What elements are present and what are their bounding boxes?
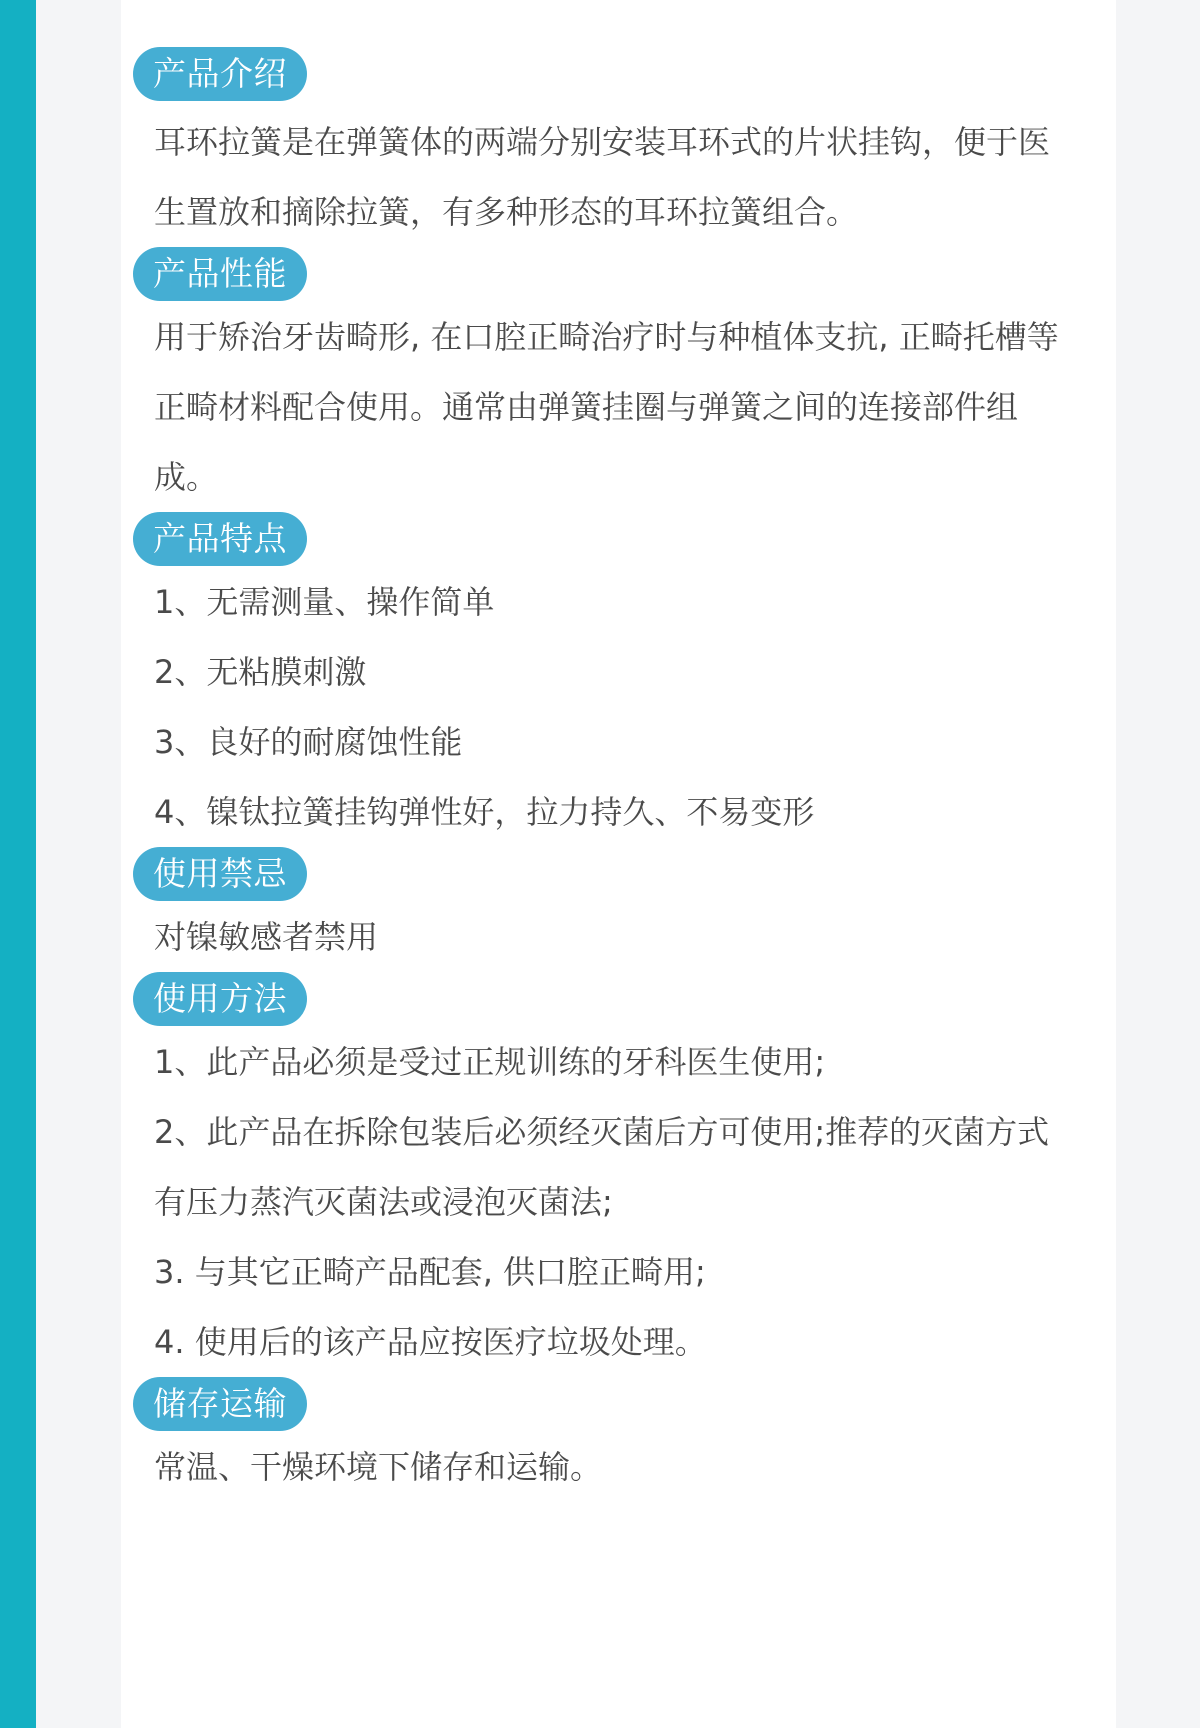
section-badge-product-intro: 产品介绍 xyxy=(133,47,307,101)
usage-step: 2、此产品在拆除包装后必须经灭菌后方可使用;推荐的灭菌方式 xyxy=(154,1113,1050,1151)
section-body-product-features xyxy=(133,567,1088,847)
section-body-product-intro xyxy=(133,107,1088,247)
section-badge-product-features: 产品特点 xyxy=(133,512,307,566)
usage-step: 有压力蒸汽灭菌法或浸泡灭菌法; xyxy=(154,1183,613,1221)
section-body-usage-method xyxy=(133,1027,1088,1377)
body-line: 耳环拉簧是在弹簧体的两端分别安装耳环式的片状挂钩，便于医 xyxy=(154,123,1051,161)
section-usage-method xyxy=(133,972,1088,1377)
body-line: 用于矫治牙齿畸形, 在口腔正畸治疗时与种植体支抗, 正畸托槽等 xyxy=(154,318,1059,356)
section-badge-storage-transport: 储存运输 xyxy=(133,1377,307,1431)
body-line: 正畸材料配合使用。通常由弹簧挂圈与弹簧之间的连接部件组 xyxy=(154,388,1019,426)
usage-step: 4. 使用后的该产品应按医疗垃圾处理。 xyxy=(154,1323,707,1361)
body-line: 生置放和摘除拉簧，有多种形态的耳环拉簧组合。 xyxy=(154,193,859,231)
body-line: 对镍敏感者禁用 xyxy=(154,918,379,956)
feature-item: 4、镍钛拉簧挂钩弹性好，拉力持久、不易变形 xyxy=(154,793,815,831)
left-accent-bar xyxy=(0,0,36,1728)
section-body-contraindications xyxy=(133,902,1088,972)
section-contraindications xyxy=(133,847,1088,972)
body-line: 常温、干燥环境下储存和运输。 xyxy=(154,1448,603,1486)
usage-step: 1、此产品必须是受过正规训练的牙科医生使用; xyxy=(154,1043,826,1081)
product-info-content xyxy=(133,47,1088,1502)
section-product-performance xyxy=(133,247,1088,512)
section-badge-product-performance: 产品性能 xyxy=(133,247,307,301)
section-body-product-performance xyxy=(133,302,1088,512)
section-product-features xyxy=(133,512,1088,847)
feature-item: 1、无需测量、操作简单 xyxy=(154,583,495,621)
section-badge-usage-method: 使用方法 xyxy=(133,972,307,1026)
section-storage-transport xyxy=(133,1377,1088,1502)
feature-item: 2、无粘膜刺激 xyxy=(154,653,367,691)
section-body-storage-transport xyxy=(133,1432,1088,1502)
body-line: 成。 xyxy=(154,458,219,496)
usage-step: 3. 与其它正畸产品配套, 供口腔正畸用; xyxy=(154,1253,706,1291)
feature-item: 3、良好的耐腐蚀性能 xyxy=(154,723,463,761)
section-badge-contraindications: 使用禁忌 xyxy=(133,847,307,901)
section-product-intro xyxy=(133,47,1088,247)
